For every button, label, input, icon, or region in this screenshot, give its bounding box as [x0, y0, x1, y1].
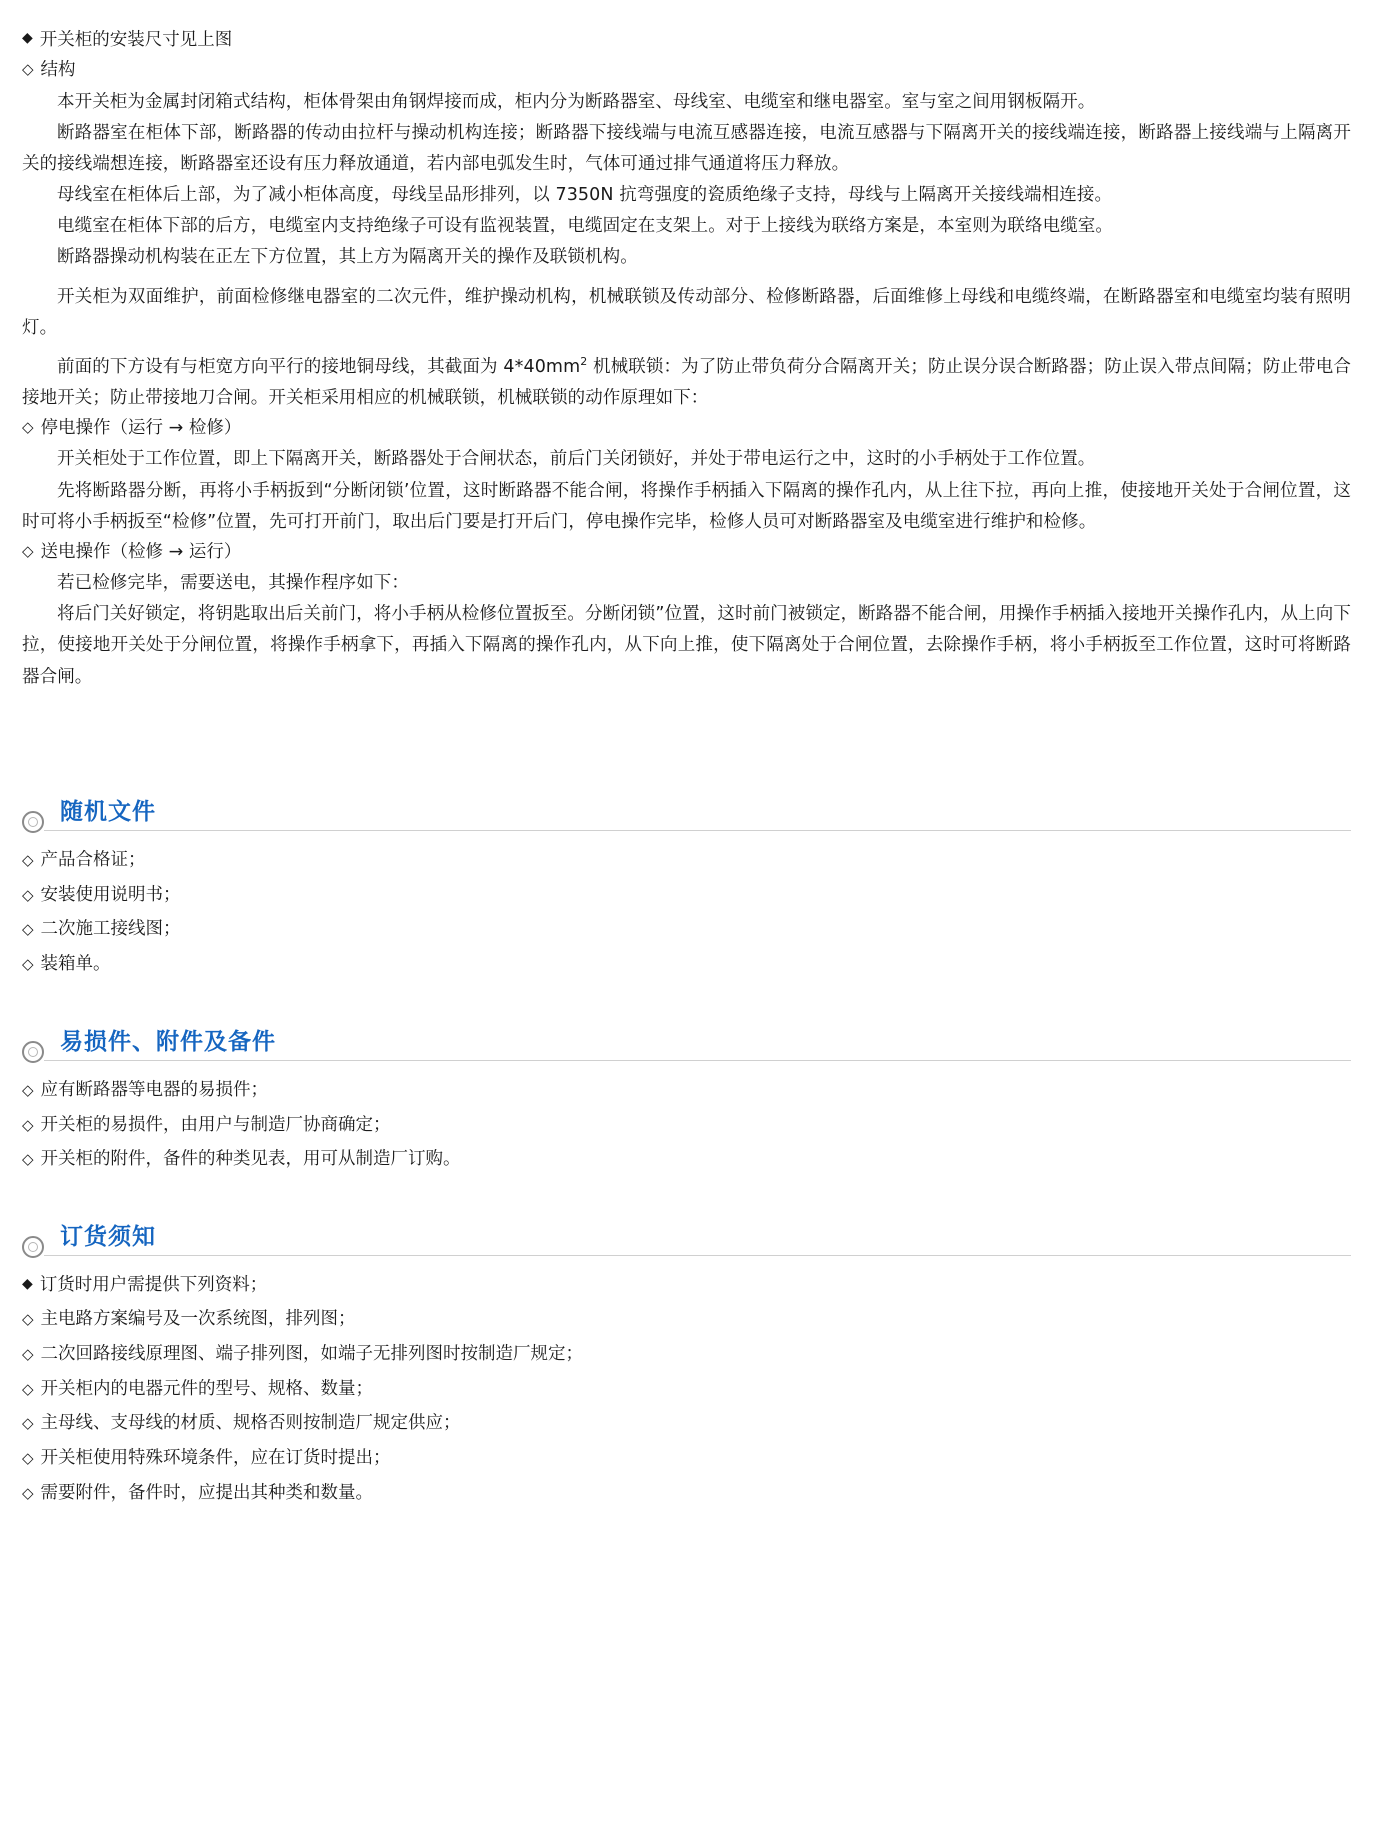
bullet-power-off-title	[22, 414, 1351, 442]
paragraph-power-on-1: 若已检修完毕，需要送电，其操作程序如下：	[57, 573, 409, 594]
ring-icon	[22, 1041, 44, 1063]
list-item	[22, 1376, 1351, 1404]
list-item-label: 安装使用说明书；	[40, 884, 181, 905]
bullet-structure	[22, 56, 1351, 84]
divider	[44, 1060, 1351, 1061]
list-item-label: 产品合格证；	[40, 849, 146, 870]
ring-icon	[22, 1236, 44, 1258]
grounding-superscript: 2	[580, 354, 588, 368]
diamond-outline-icon: ◇	[22, 418, 34, 437]
list-item	[22, 847, 1351, 875]
diamond-outline-icon: ◇	[22, 60, 34, 79]
section-accompanying-documents	[22, 793, 1351, 979]
bullet-power-on-title	[22, 538, 1351, 566]
list-item-label: 订货时用户需提供下列资料；	[39, 1275, 268, 1296]
bullet-text: 开关柜的安装尺寸见上图	[39, 30, 233, 50]
grounding-text-pre: 前面的下方设有与柜宽方向平行的接地铜母线，其截面为 4*40mm	[57, 356, 581, 377]
bullet-install-dimensions	[22, 26, 1351, 54]
diamond-outline-icon: ◇	[22, 1379, 34, 1398]
diamond-filled-icon: ◆	[22, 1276, 33, 1293]
list-item	[22, 1341, 1351, 1369]
diamond-outline-icon: ◇	[22, 1115, 34, 1134]
list-item-label: 开关柜的易损件，由用户与制造厂协商确定；	[40, 1114, 391, 1135]
spacer	[22, 274, 1351, 282]
section-title: 易损件、附件及备件	[60, 1028, 276, 1055]
paragraph-power-off-1: 开关柜处于工作位置，即上下隔离开关，断路器处于合闸状态，前后门关闭锁好，并处于带电运行之中，这时的小手柄处于工作位置。	[57, 449, 1096, 470]
paragraph-structure-2: 断路器室在柜体下部，断路器的传动由拉杆与操动机构连接；断路器下接线端与电流互感器连接，电流互感器与下隔离开关的接线端连接，断路器上接线端与上隔离开关的接线端想连接，断路器室还设有压力释放通道，若内部电弧发生时，气体可通过排气通道将压力释放。	[22, 122, 1351, 174]
list-item	[22, 1410, 1351, 1438]
paragraph-power-on-2: 将后门关好锁定，将钥匙取出后关前门，将小手柄从检修位置扳至。分断闭锁”位置，这时前门被锁定，断路器不能合闸，用操作手柄插入接地开关操作孔内，从上向下拉，使接地开关处于分闸位置，将操作手柄拿下，再插入下隔离的操作孔内，从下向上推，使下隔离处于合闸位置，去除操作手柄，将小手柄扳至工作位置，这时可将断路器合闸。	[22, 604, 1351, 687]
diamond-outline-icon: ◇	[22, 1344, 34, 1363]
list-item	[22, 916, 1351, 944]
spacer	[22, 693, 1351, 749]
list-item	[22, 951, 1351, 979]
list-item-label: 主电路方案编号及一次系统图，排列图；	[40, 1309, 356, 1330]
list-item-label: 需要附件，备件时，应提出其种类和数量。	[40, 1482, 374, 1503]
paragraph-structure-4: 电缆室在柜体下部的后方，电缆室内支持绝缘子可设有监视装置，电缆固定在支架上。对于上接线为联络方案是，本室则为联络电缆室。	[57, 216, 1113, 237]
list-item-label: 装箱单。	[40, 954, 111, 975]
paragraph-structure-5: 断路器操动机构装在正左下方位置，其上方为隔离开关的操作及联锁机构。	[57, 247, 638, 268]
list-item-label: 开关柜内的电器元件的型号、规格、数量；	[40, 1378, 374, 1399]
section-body	[22, 1077, 1351, 1174]
diamond-outline-icon: ◇	[22, 885, 34, 904]
section-body	[22, 847, 1351, 979]
diamond-outline-icon: ◇	[22, 1150, 34, 1169]
diamond-outline-icon: ◇	[22, 1080, 34, 1099]
list-item	[22, 1480, 1351, 1508]
diamond-outline-icon: ◇	[22, 1483, 34, 1502]
list-item-label: 应有断路器等电器的易损件；	[40, 1079, 269, 1100]
list-item	[22, 1112, 1351, 1140]
diamond-filled-icon: ◆	[22, 30, 33, 46]
list-item	[22, 1077, 1351, 1105]
paragraph-power-off-2: 先将断路器分断，再将小手柄扳到“分断闭锁’位置，这时断路器不能合闸，将操作手柄插入下隔离的操作孔内，从上往下拉，再向上推，使接地开关处于合闸位置，这时可将小手柄扳至“检修”位置，先可打开前门，取出后门要是打开后门，停电操作完毕，检修人员可对断路器室及电缆室进行维护和检修。	[22, 480, 1351, 532]
list-item	[22, 1445, 1351, 1473]
section-title: 订货须知	[60, 1224, 156, 1251]
list-item-label: 二次施工接线图；	[40, 919, 181, 940]
section-wear-parts-accessories-spares	[22, 1023, 1351, 1174]
list-item	[22, 1146, 1351, 1174]
diamond-outline-icon: ◇	[22, 920, 34, 939]
paragraph-structure-1: 本开关柜为金属封闭箱式结构，柜体骨架由角钢焊接而成，柜内分为断路器室、母线室、电缆室和继电器室。室与室之间用钢板隔开。	[57, 91, 1096, 112]
diamond-outline-icon: ◇	[22, 1310, 34, 1329]
section-ordering-notice	[22, 1218, 1351, 1508]
ring-icon	[22, 811, 44, 833]
section-header	[22, 793, 1351, 837]
power-on-title: 送电操作（检修 → 运行）	[40, 541, 242, 562]
list-item-label: 主母线、支母线的材质、规格否则按制造厂规定供应；	[40, 1413, 461, 1434]
section-header	[22, 1023, 1351, 1067]
list-item-label: 二次回路接线原理图、端子排列图，如端子无排列图时按制造厂规定；	[40, 1343, 584, 1364]
diamond-outline-icon: ◇	[22, 955, 34, 974]
diamond-outline-icon: ◇	[22, 850, 34, 869]
diamond-outline-icon: ◇	[22, 1414, 34, 1433]
section-header	[22, 1218, 1351, 1262]
section-title: 随机文件	[60, 798, 156, 825]
paragraph-grounding	[22, 352, 1351, 414]
bullet-text: 结构	[40, 60, 76, 81]
list-item-label: 开关柜的附件，备件的种类见表，用可从制造厂订购。	[40, 1149, 461, 1170]
grounding-text-post: 机械联锁：为了防止带负荷分合隔离开关；防止误分误合断路器；防止误入带点间隔；防止带电合接地开关；防止带接地刀合闸。开关柜采用相应的机械联锁，机械联锁的动作原理如下：	[22, 356, 1351, 408]
paragraph-structure-6: 开关柜为双面维护，前面检修继电器室的二次元件，维护操动机构，机械联锁及传动部分、检修断路器，后面维修上母线和电缆终端，在断路器室和电缆室均装有照明灯。	[22, 286, 1351, 338]
list-item	[22, 1272, 1351, 1299]
diamond-outline-icon: ◇	[22, 1449, 34, 1468]
list-item	[22, 1306, 1351, 1334]
diamond-outline-icon: ◇	[22, 541, 34, 560]
divider	[44, 1255, 1351, 1256]
list-item	[22, 882, 1351, 910]
spacer	[22, 344, 1351, 352]
power-off-title: 停电操作（运行 → 检修）	[40, 418, 242, 439]
section-body	[22, 1272, 1351, 1508]
divider	[44, 830, 1351, 831]
list-item-label: 开关柜使用特殊环境条件，应在订货时提出；	[40, 1448, 391, 1469]
paragraph-structure-3: 母线室在柜体后上部，为了减小柜体高度，母线呈品形排列，以 7350N 抗弯强度的瓷质绝缘子支持，母线与上隔离开关接线端相连接。	[57, 185, 1113, 206]
